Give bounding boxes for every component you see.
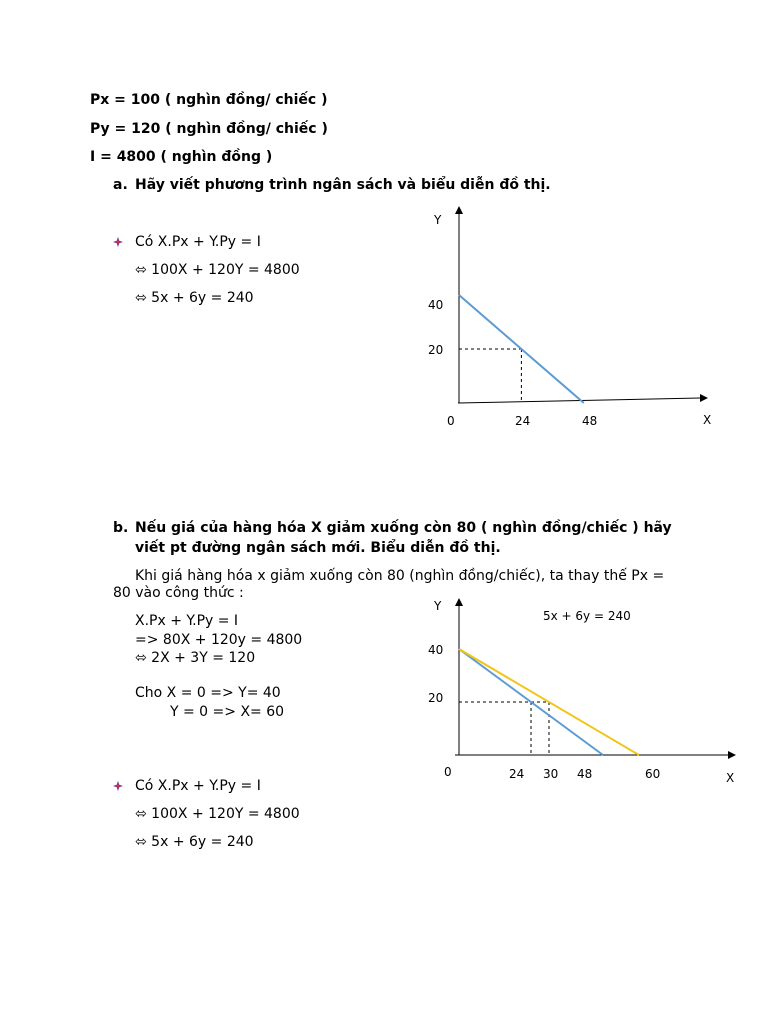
part-b-heading-1: Nếu giá của hàng hóa X giảm xuống còn 80 ( nghìn đồng/chiếc ) hãy	[135, 520, 672, 536]
y-tick-40: 40	[428, 643, 444, 657]
y-axis-label: Y	[434, 599, 442, 613]
part-b-after-line-3: ⬄ 5x + 6y = 240	[135, 834, 254, 850]
part-a-line-2: ⬄ 100X + 120Y = 4800	[135, 262, 300, 278]
star-bullet-icon	[113, 237, 123, 247]
y-axis-label: Y	[434, 213, 442, 227]
x-tick-60: 60	[645, 767, 661, 781]
y-axis-arrow	[455, 598, 463, 606]
given-py: Py = 120 ( nghìn đồng/ chiếc )	[90, 121, 328, 137]
part-a-line-1: Có X.Px + Y.Py = I	[135, 234, 261, 250]
part-a-heading: Hãy viết phương trình ngân sách và biểu diễn đồ thị.	[135, 177, 551, 193]
x-tick-24: 24	[509, 767, 525, 781]
part-a-marker: a.	[113, 177, 128, 193]
budget-line-chart-a	[420, 198, 720, 433]
part-b-line-2: => 80X + 120y = 4800	[135, 632, 303, 648]
part-b-after-line-2: ⬄ 100X + 120Y = 4800	[135, 806, 300, 822]
x-tick-48: 48	[577, 767, 593, 781]
part-b-para-1: Khi giá hàng hóa x giảm xuống còn 80 (nghìn đồng/chiếc), ta thay thế Px =	[135, 568, 665, 584]
y-tick-40: 40	[428, 298, 444, 312]
y-axis-arrow	[455, 206, 463, 214]
part-b-line-1: X.Px + Y.Py = I	[135, 613, 239, 629]
part-b-heading-2: viết pt đường ngân sách mới. Biểu diễn đồ thị.	[135, 540, 501, 556]
star-bullet-icon	[113, 781, 123, 791]
given-income: I = 4800 ( nghìn đồng )	[90, 149, 273, 165]
origin-label: 0	[444, 765, 452, 779]
x-axis-label: X	[726, 771, 735, 785]
x-tick-24: 24	[515, 414, 531, 428]
part-b-after-line-1: Có X.Px + Y.Py = I	[135, 778, 261, 794]
part-b-marker: b.	[113, 520, 129, 536]
given-px: Px = 100 ( nghìn đồng/ chiếc )	[90, 92, 328, 108]
x-tick-30: 30	[543, 767, 559, 781]
y-tick-20: 20	[428, 691, 444, 705]
x-axis-arrow	[700, 394, 708, 402]
part-b-line-4: Cho X = 0 => Y= 40	[135, 685, 281, 701]
part-b-line-5: Y = 0 => X= 60	[170, 704, 285, 720]
origin-label: 0	[447, 414, 455, 428]
x-axis-label: X	[703, 413, 712, 427]
y-tick-20: 20	[428, 343, 444, 357]
chart-annotation: 5x + 6y = 240	[543, 609, 631, 623]
part-a-line-3: ⬄ 5x + 6y = 240	[135, 290, 254, 306]
part-b-para-2: 80 vào công thức :	[113, 585, 244, 601]
part-b-line-3: ⬄ 2X + 3Y = 120	[135, 650, 256, 666]
x-tick-48: 48	[582, 414, 598, 428]
x-axis-arrow	[728, 751, 736, 759]
budget-line-chart-b	[420, 590, 750, 790]
